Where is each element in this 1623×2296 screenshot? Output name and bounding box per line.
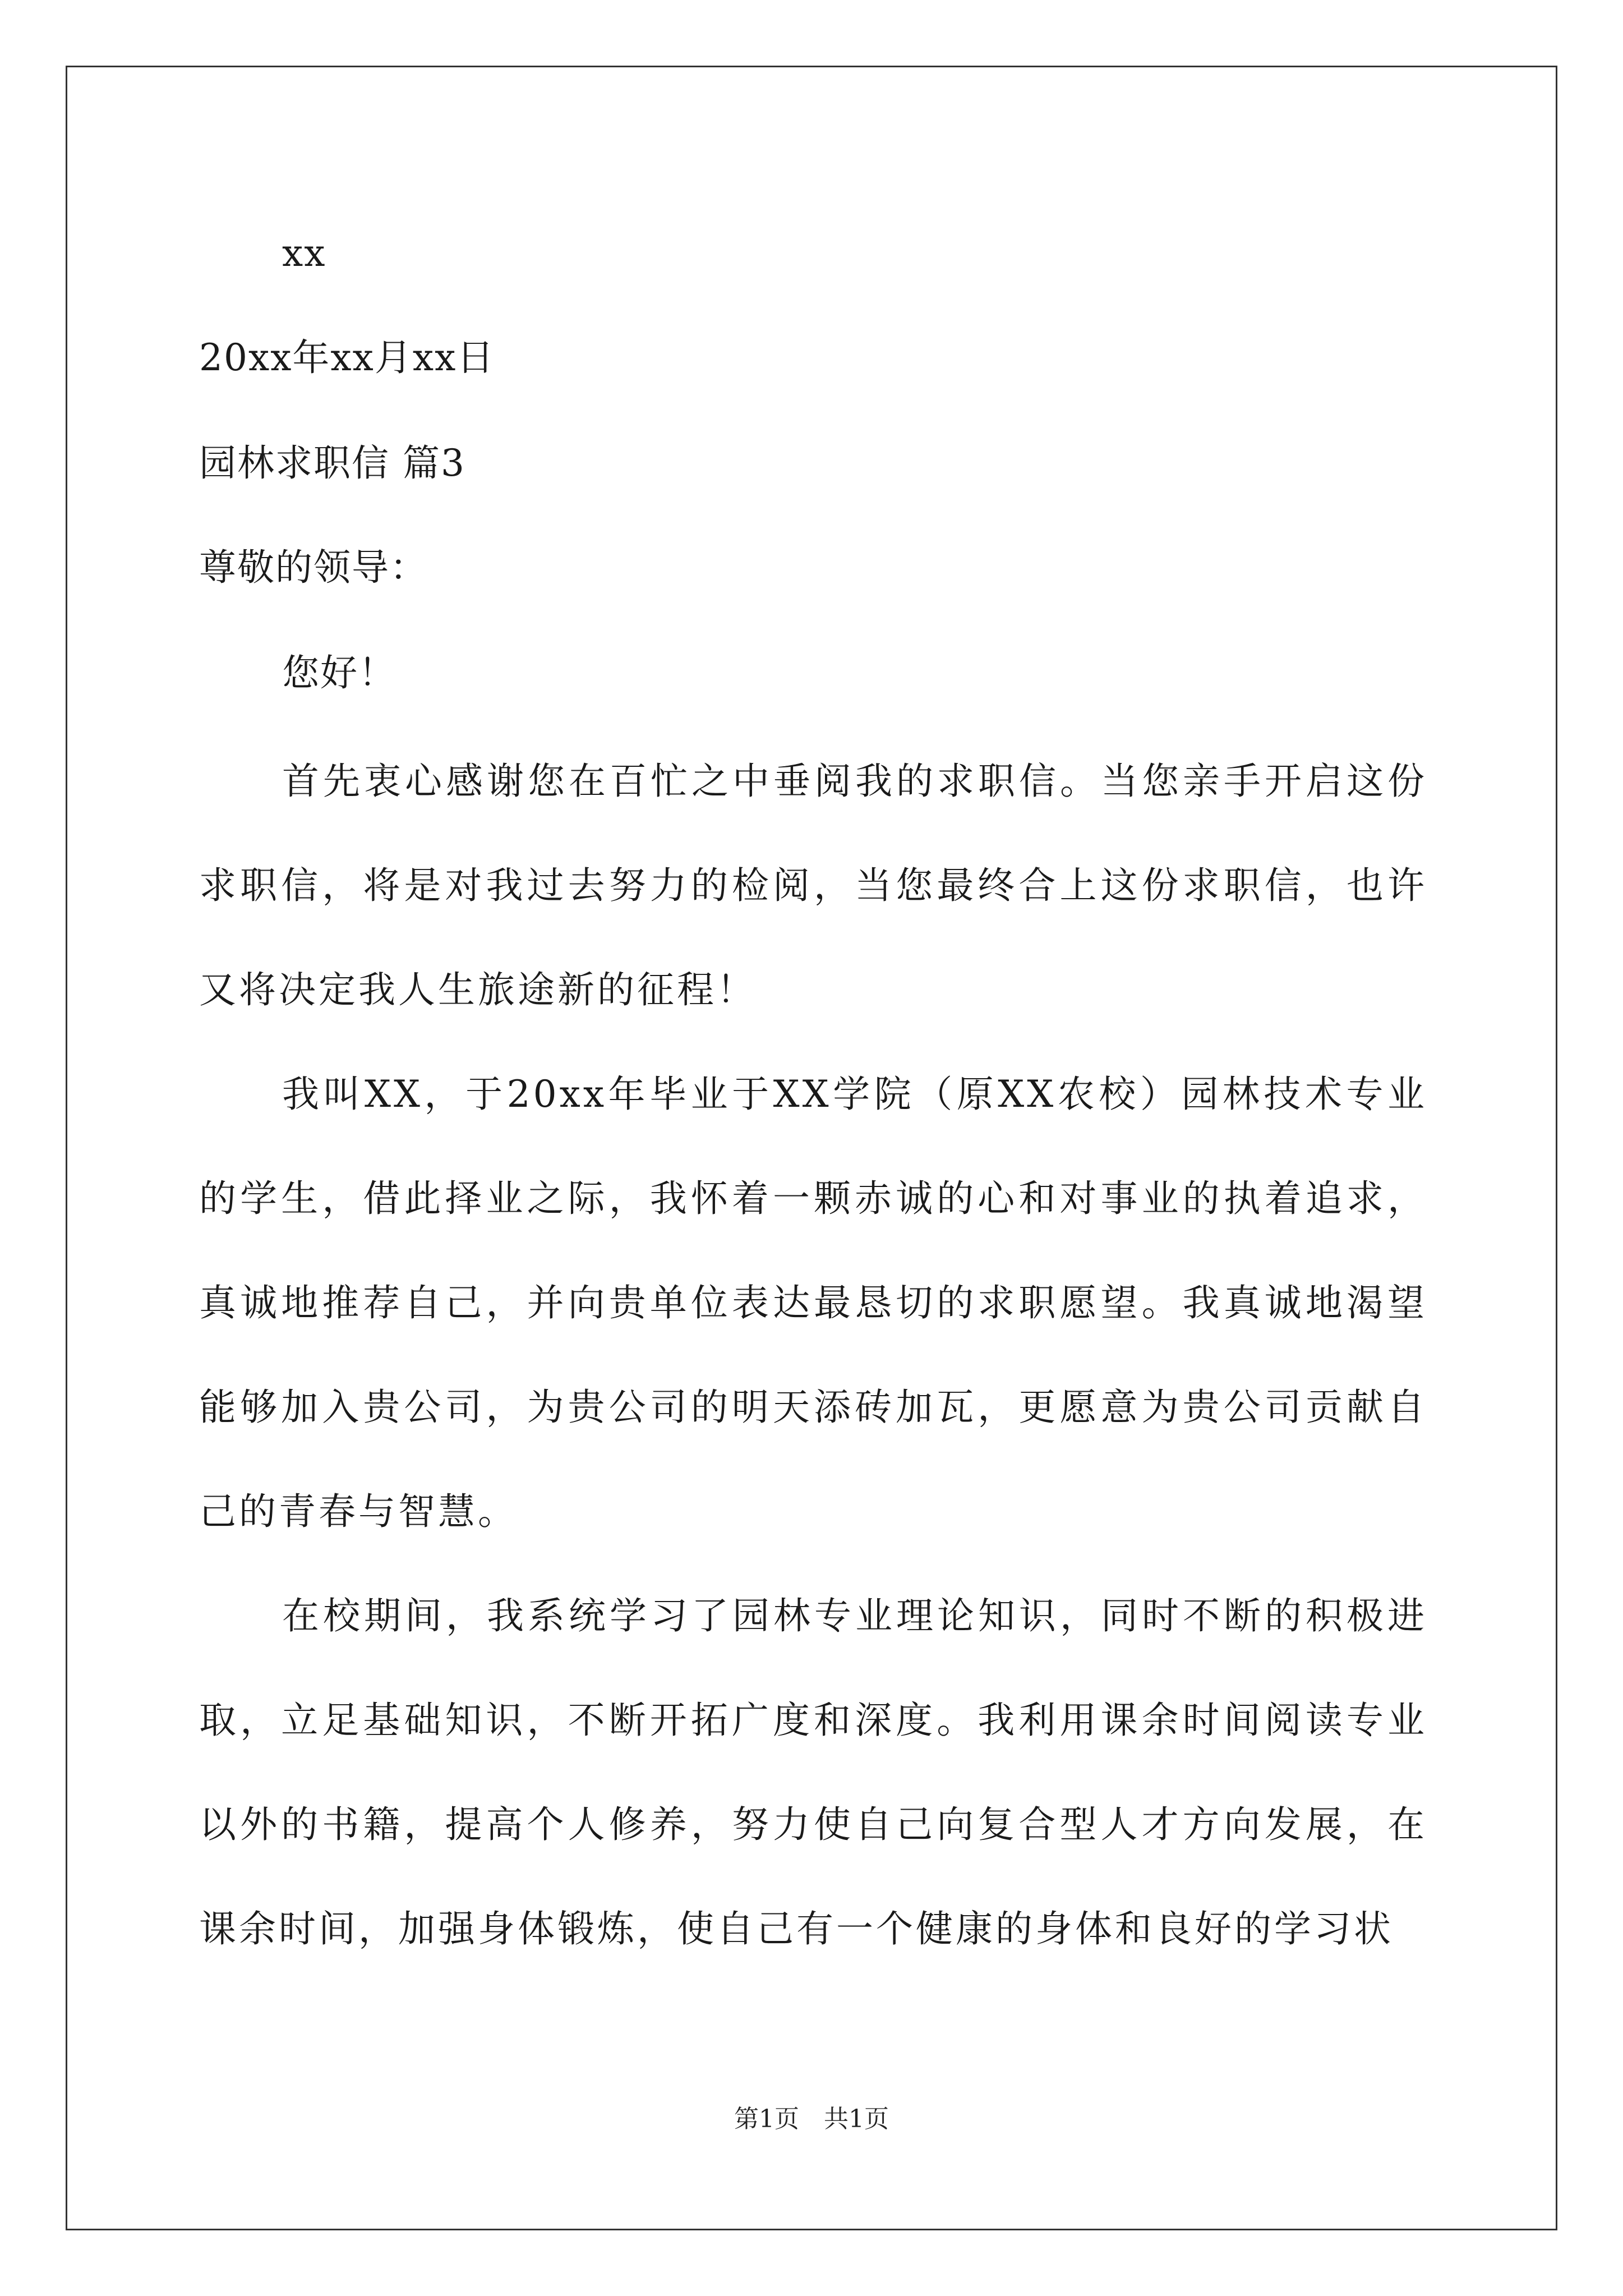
paragraph-3: 在校期间，我系统学习了园林专业理论知识，同时不断的积极进取，立足基础知识，不断开拓广度和深度。我利用课余时间阅读专业以外的书籍，提高个人修养，努力使自己向复合型人才方向发展，在课余时间，加强身体锻炼，使自己有一个健康的身体和良好的学习状: [199, 1594, 1427, 1950]
page-footer: 第1页 共1页: [734, 2105, 889, 2133]
letter-date: 20xx年xx月xx日: [199, 336, 495, 379]
signature-name: xx: [282, 232, 326, 275]
section-title: 园林求职信 篇3: [199, 441, 465, 485]
greeting: 您好！: [282, 651, 396, 694]
salutation: 尊敬的领导：: [199, 546, 428, 589]
paragraph-1: 首先衷心感谢您在百忙之中垂阅我的求职信。当您亲手开启这份求职信，将是对我过去努力的检阅，当您最终合上这份求职信，也许又将决定我人生旅途新的征程！: [199, 760, 1427, 1011]
paragraph-2: 我叫XX，于20xx年毕业于XX学院（原XX农校）园林技术专业的学生，借此择业之际，我怀着一颗赤诚的心和对事业的执着追求，真诚地推荐自己，并向贵单位表达最恳切的求职愿望。我真诚地渴望能够加入贵公司，为贵公司的明天添砖加瓦，更愿意为贵公司贡献自己的青春与智慧。: [199, 1073, 1427, 1533]
